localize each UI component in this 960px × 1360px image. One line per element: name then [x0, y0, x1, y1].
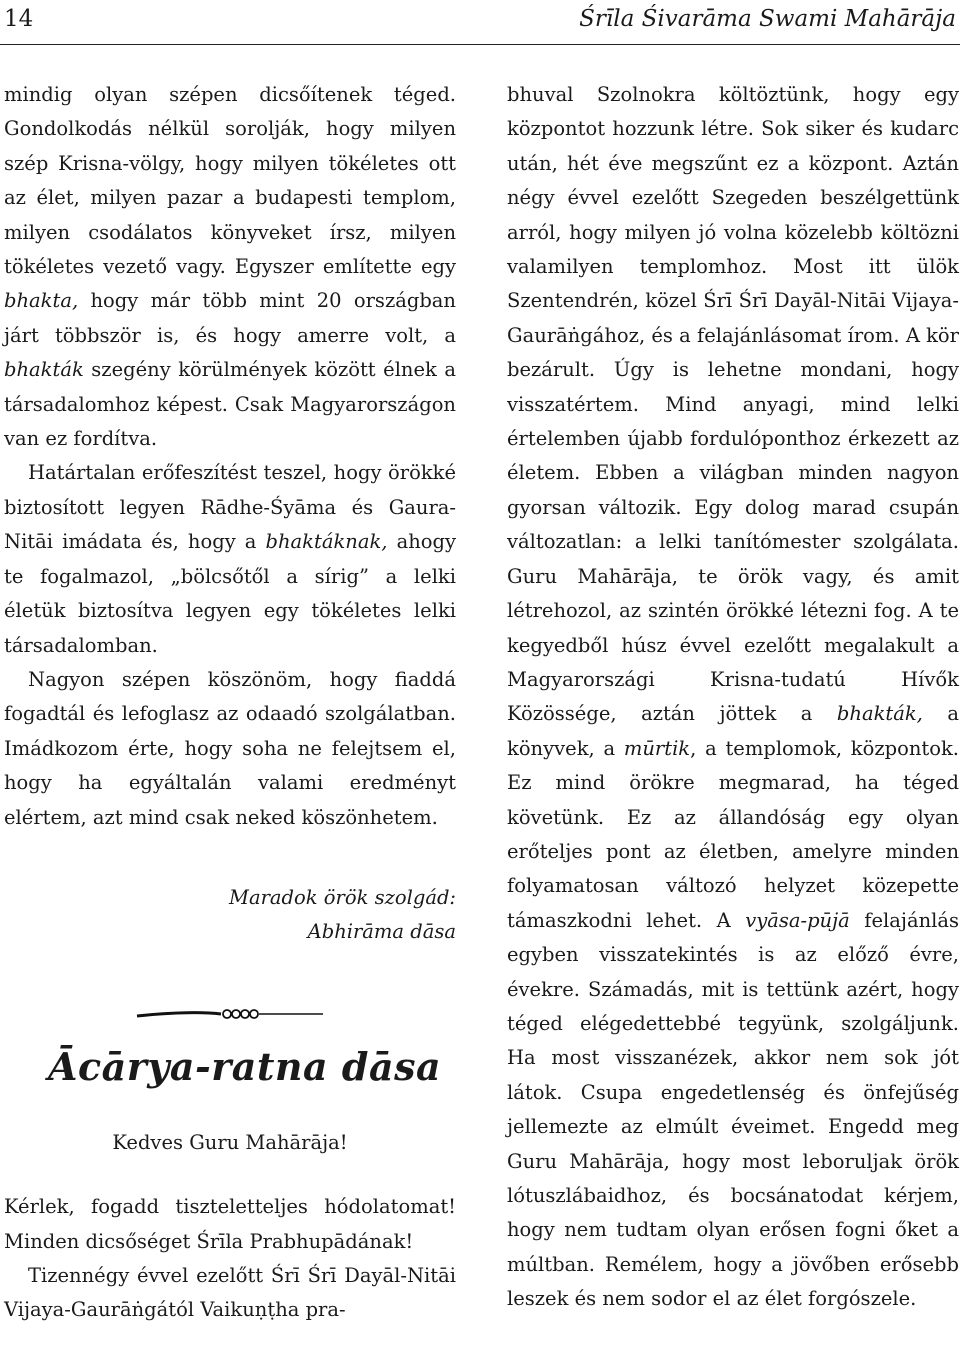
- signature-name: Abhirāma dāsa: [307, 920, 456, 944]
- paragraph: Nagyon szépen köszönöm, hogy fiaddá fogadtál és lefoglasz az odaadó szolgálatban. Imádkozom érte, hogy soha ne felejtsem el, hogy ha egyáltalán valami eredményt elértem, azt mind csak neked köszönhetem.: [4, 667, 456, 829]
- signature-block: [4, 881, 456, 950]
- left-column: [4, 78, 456, 1328]
- paragraph: bhuval Szolnokra költöztünk, hogy egy központot hozzunk létre. Sok siker és kudarc után, hét éve megszűnt ez a központ. Aztán négy évvel ezelőtt Szegeden beszélgettünk arról, hogy milyen jó volna közelebb költözni valamilyen templomhoz. Most itt ülök Szentendrén, közel Śrī Śrī Dayāl-Nitāi Vijaya-Gaurāṅgához, és a felajánlásomat írom. A kör bezárult. Úgy is lehetne mondani, hogy visszatértem. Mind anyagi, mind lelki értelemben újabb fordulóponthoz érkezett az életem. Ebben a világban minden nagyon gyorsan változik. Egy dolog marad csupán változatlan: a lelki tanítómester szolgálata. Guru Mahārāja, te örök vagy, és amit létrehozol, az szintén örökké létezni fog. A te kegyedből húsz évvel ezelőtt megalakult a Magyarországi Krisna-tudatú Hívők Közössége, aztán jöttek a bhakták, a könyvek, a mūrtik, a templomok, központok. Ez mind örökre megmarad, ha téged követünk. Ez az állandóság egy olyan erőteljes pont az életben, amelyre minden folyamatosan változó helyzet közepette támaszkodni lehet. A vyāsa-pūjā felajánlás egyben visszatekintés is az előző évre, évekre. Számadás, mit is tettünk azért, hogy téged elégedettebbé tegyünk, szolgáljunk. Ha most visszanézek, akkor nem sok jót látok. Csupa engedetlenség és önfejűség jellemezte az elmúlt éveimet. Engedd meg Guru Mahārāja, hogy most leboruljak örök lótuszlábaidhoz, és bocsánatodat kérjem, hogy nem tudtam olyan erősen fogni őket a múltban. Remélem, hogy a jövőben erősebb leszek és nem sodor el az élet forgószele.: [507, 83, 960, 1311]
- header-rule: [0, 44, 960, 45]
- paragraph: Kérlek, fogadd tiszteletteljes hódolatomat! Minden dicsőséget Śrīla Prabhupādának!: [4, 1195, 456, 1253]
- right-column: [507, 78, 959, 1317]
- paragraph: Tizennégy évvel ezelőtt Śrī Śrī Dayāl-Nitāi Vijaya-Gaurāṅgától Vaikuṇṭha pra-: [4, 1263, 456, 1322]
- section-title: Ācārya-ratna dāsa: [48, 1043, 442, 1089]
- paragraph: mindig olyan szépen dicsőítenek téged. Gondolkodás nélkül sorolják, hogy milyen szép Krisna-völgy, hogy milyen tökéletes ott az élet, milyen pazar a budapesti templom, milyen csodálatos könyveket írsz, milyen tökéletes vezető vagy. Egyszer említette egy bhakta, hogy már több mint 20 országban járt többször is, és hogy amerre volt, a bhakták szegény körülmények között élnek a társadalomhoz képest. Csak Magyarországon van ez fordítva.: [4, 83, 456, 451]
- signature-closing: Maradok örök szolgád:: [228, 885, 456, 909]
- paragraph: Határtalan erőfeszítést teszel, hogy örökké biztosított legyen Rādhe-Śyāma és Gaura-Nitāi imádata és, hogy a bhaktáknak, ahogy te fogalmazol, „bölcsőtől a sírig” a lelki életük biztosítva legyen egy tökéletes lelki társadalomban.: [4, 461, 456, 657]
- running-header: Śrīla Śivarāma Swami Mahārāja: [579, 6, 956, 32]
- salutation: Kedves Guru Mahārāja!: [112, 1130, 348, 1154]
- flourish-divider-icon: [4, 1002, 456, 1026]
- page-number: 14: [4, 6, 34, 32]
